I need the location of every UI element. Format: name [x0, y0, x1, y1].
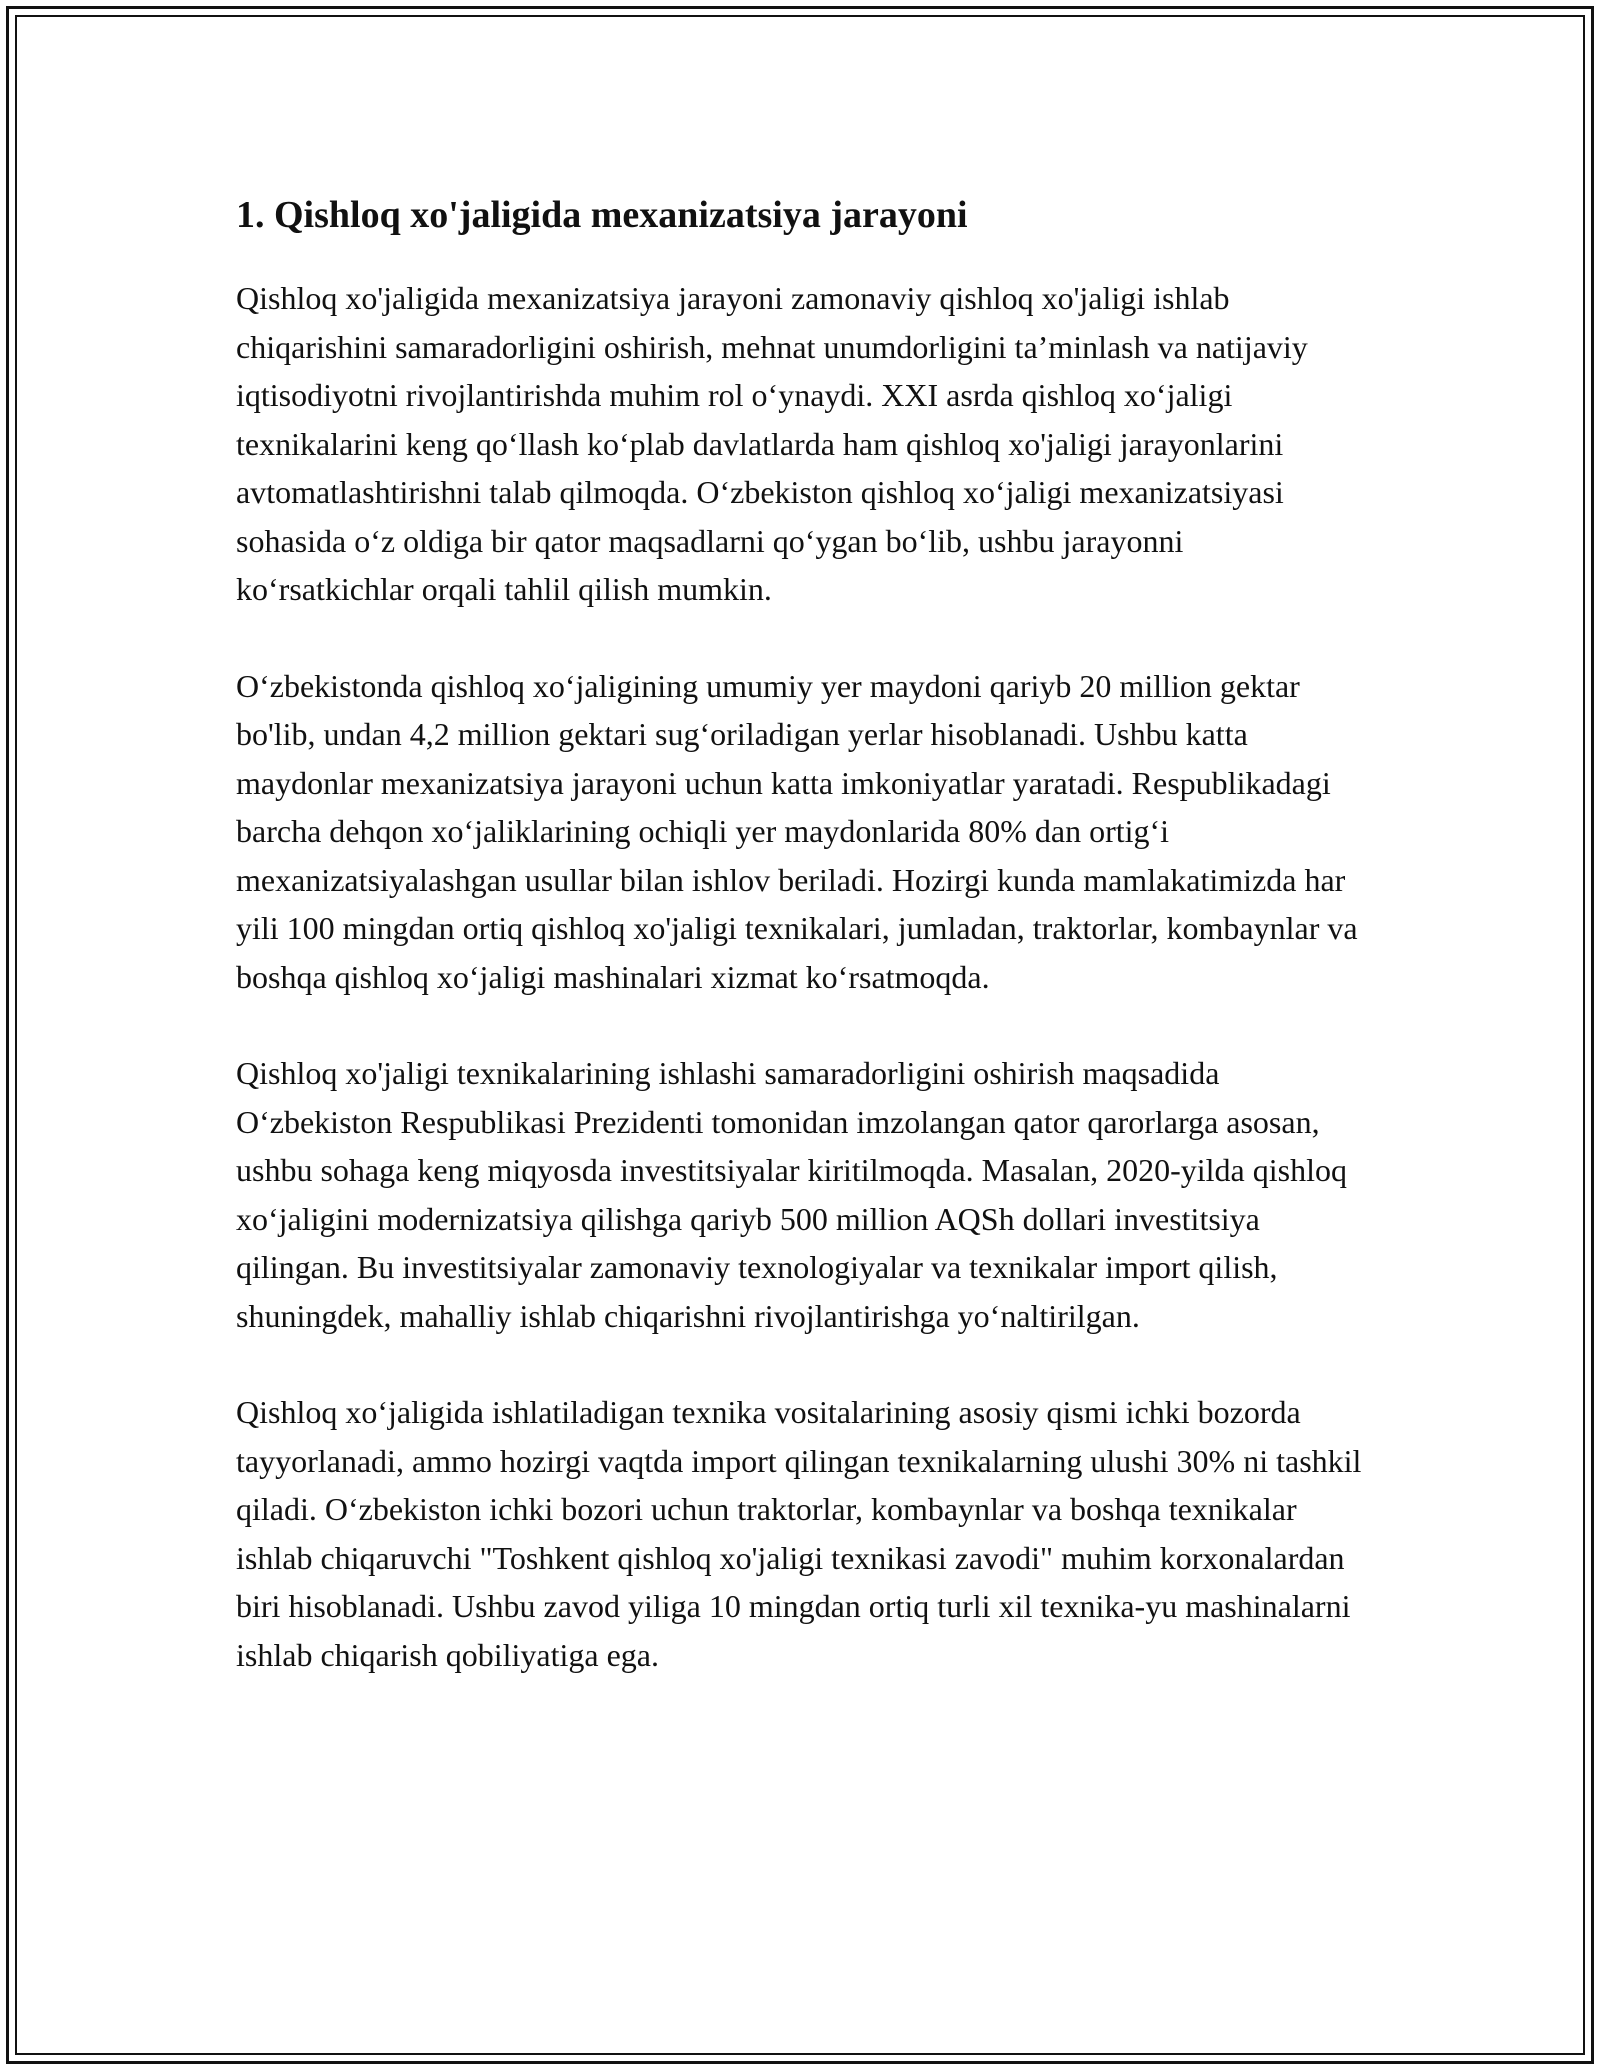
document-body [236, 190, 1366, 1727]
paragraph-2: O‘zbekistonda qishloq xo‘jaligining umumiy yer maydoni qariyb 20 million gektar bo'lib, undan 4,2 million gektari sug‘oriladigan yerlar hisoblanadi. Ushbu katta maydonlar mexanizatsiya jarayoni uchun katta imkoniyatlar yaratadi. Respublikadagi barcha dehqon xo‘jaliklarining ochiqli yer maydonlarida 80% dan ortig‘i mexanizatsiyalashgan usullar bilan ishlov beriladi. Hozirgi kunda mamlakatimizda har yili 100 mingdan ortiq qishloq xo'jaligi texnikalari, jumladan, traktorlar, kombaynlar va boshqa qishloq xo‘jaligi mashinalari xizmat ko‘rsatmoqda. [236, 667, 1358, 995]
paragraph-1: Qishloq xo'jaligida mexanizatsiya jarayoni zamonaviy qishloq xo'jaligi ishlab chiqarishini samaradorligini oshirish, mehnat unumdorligini ta’minlash va natijaviy iqtisodiyotni rivojlantirishda muhim rol o‘ynaydi. XXI asrda qishloq xo‘jaligi texnikalarini keng qo‘llash ko‘plab davlatlarda ham qishloq xo'jaligi jarayonlarini avtomatlashtirishni talab qilmoqda. O‘zbekiston qishloq xo‘jaligi mexanizatsiyasi sohasida o‘z oldiga bir qator maqsadlarni qo‘ygan bo‘lib, ushbu jarayonni ko‘rsatkichlar orqali tahlil qilish mumkin. [236, 280, 1308, 607]
section-title: 1. Qishloq xo'jaligida mexanizatsiya jarayoni [236, 194, 968, 236]
paragraph-3: Qishloq xo'jaligi texnikalarining ishlashi samaradorligini oshirish maqsadida O‘zbekiston Respublikasi Prezidenti tomonidan imzolangan qator qarorlarga asosan, ushbu sohaga keng miqyosda investitsiyalar kiritilmoqda. Masalan, 2020-yilda qishloq xo‘jaligini modernizatsiya qilishga qariyb 500 million AQSh dollari investitsiya qilingan. Bu investitsiyalar zamonaviy texnologiyalar va texnikalar import qilish, shuningdek, mahalliy ishlab chiqarishni rivojlantirishga yo‘naltirilgan. [236, 1055, 1347, 1334]
paragraph-4: Qishloq xo‘jaligida ishlatiladigan texnika vositalarining asosiy qismi ichki bozorda tayyorlanadi, ammo hozirgi vaqtda import qilingan texnikalarning ulushi 30% ni tashkil qiladi. O‘zbekiston ichki bozori uchun traktorlar, kombaynlar va boshqa texnikalar ishlab chiqaruvchi "Toshkent qishloq xo'jaligi texnikasi zavodi" muhim korxonalardan biri hisoblanadi. Ushbu zavod yiliga 10 mingdan ortiq turli xil texnika-yu mashinalarni ishlab chiqarish qobiliyatiga ega. [236, 1394, 1362, 1673]
